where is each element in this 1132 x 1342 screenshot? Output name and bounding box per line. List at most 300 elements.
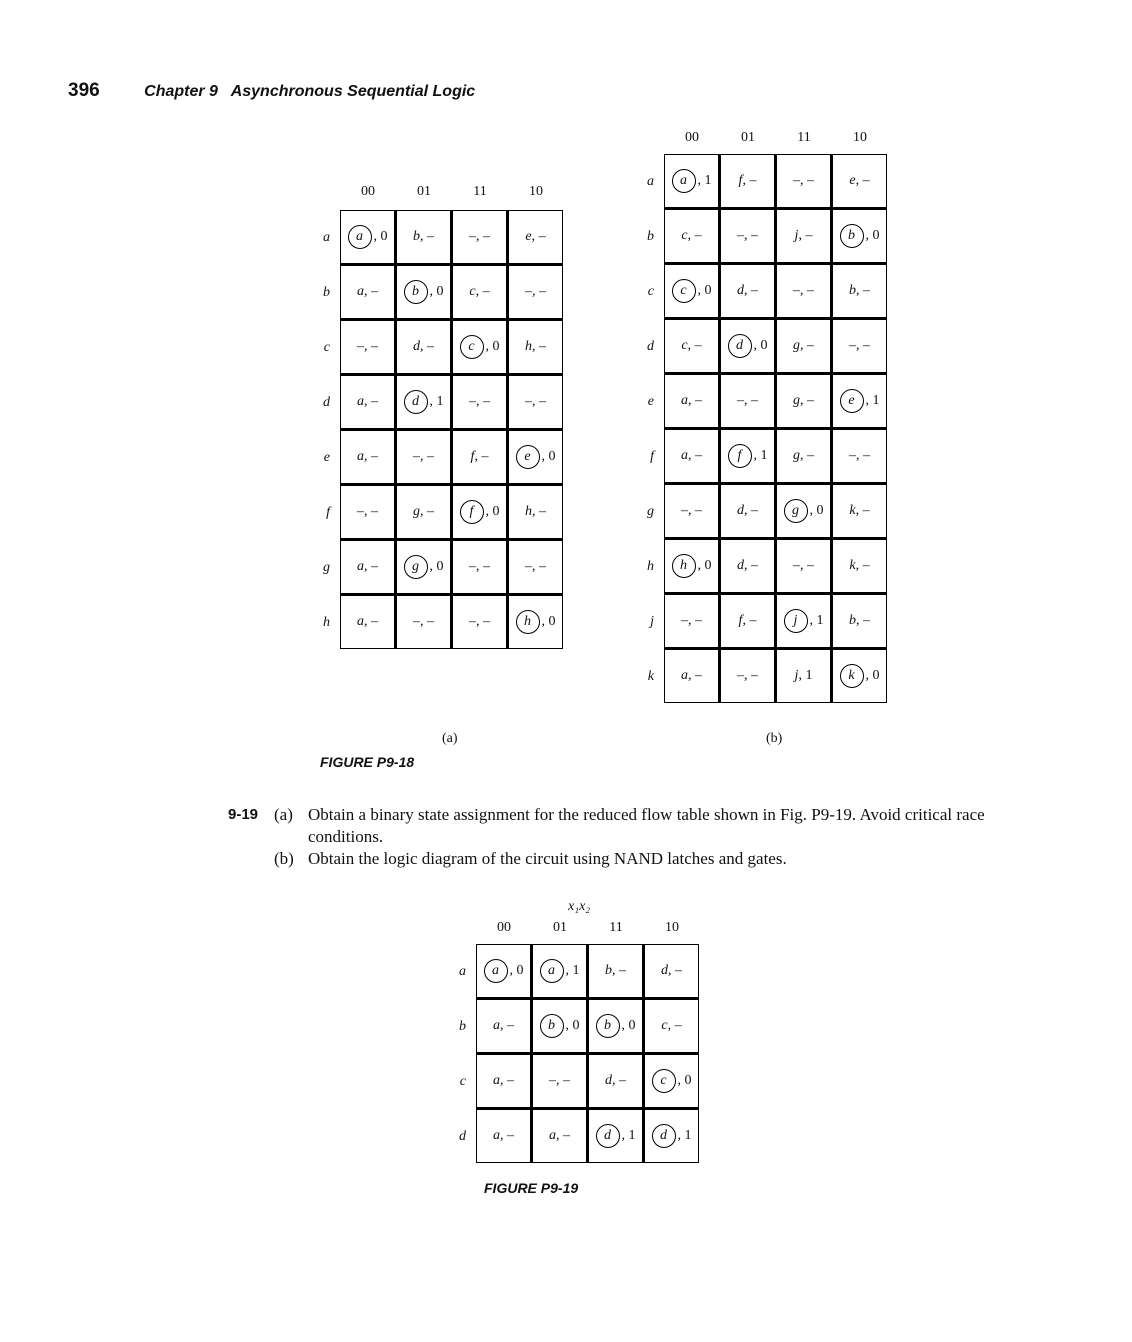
next-state: a (493, 1018, 500, 1033)
row-headers (438, 944, 466, 1164)
column-header: 01 (417, 184, 431, 199)
next-state: – (413, 449, 420, 464)
output-value: – (807, 173, 814, 188)
stable-state-cell (397, 266, 450, 318)
stable-state-cell (453, 321, 506, 373)
output-value: – (371, 449, 378, 464)
next-state: c (469, 284, 476, 299)
next-state: – (469, 229, 476, 244)
next-state: d (737, 503, 744, 518)
separator: , (420, 504, 427, 519)
circled-state: d (404, 390, 428, 414)
flow-grid (664, 154, 887, 703)
separator: , (744, 393, 751, 408)
transition-cell (721, 375, 774, 427)
stable-state-cell (589, 1000, 642, 1052)
output-value: – (695, 668, 702, 683)
transition-cell (721, 595, 774, 647)
output-value: – (862, 558, 870, 573)
row-header: h (323, 615, 330, 630)
output-value: – (862, 173, 870, 188)
transition-cell (777, 375, 830, 427)
next-state: b (849, 283, 856, 298)
output-value: – (539, 559, 546, 574)
transition-cell (833, 595, 886, 647)
next-state: a (681, 668, 688, 683)
transition-cell (777, 155, 830, 207)
output-value: 0 (872, 668, 880, 683)
output-value: – (481, 449, 489, 464)
stable-state-cell (509, 431, 562, 483)
circled-state: f (728, 444, 752, 468)
circled-state: c (652, 1069, 676, 1093)
circled-state: b (840, 224, 864, 248)
next-state: a (681, 448, 688, 463)
output-value: 1 (872, 393, 880, 408)
output-value: – (507, 1073, 514, 1088)
problem-item-b-text: Obtain the logic diagram of the circuit using NAND latches and gates. (308, 849, 787, 868)
separator: , (476, 229, 483, 244)
next-state: d (413, 339, 420, 354)
next-state: c (681, 228, 688, 243)
row-header: g (323, 560, 330, 575)
output-value: – (427, 504, 434, 519)
output-value: – (539, 504, 546, 519)
next-state: a (549, 1128, 556, 1143)
row-header: b (459, 1019, 466, 1034)
chapter-label: Chapter 9 (144, 83, 218, 100)
transition-cell (341, 376, 394, 428)
next-state: d (661, 963, 668, 978)
separator: , (677, 1128, 685, 1143)
separator: , (500, 1128, 507, 1143)
separator: , (364, 449, 371, 464)
stable-state-cell (833, 375, 886, 427)
separator: , (800, 558, 807, 573)
next-state: – (737, 668, 744, 683)
separator: , (677, 1073, 685, 1088)
separator: , (532, 559, 539, 574)
output-value: – (749, 173, 757, 188)
separator: , (687, 338, 695, 353)
transition-cell (477, 1000, 530, 1052)
output-value: 1 (628, 1128, 636, 1143)
transition-cell (665, 430, 718, 482)
next-state: a (357, 614, 364, 629)
output-value: – (675, 963, 682, 978)
output-value: 1 (805, 668, 813, 683)
separator: , (688, 503, 695, 518)
page-header (68, 80, 475, 102)
stable-state-cell (533, 945, 586, 997)
next-state: – (549, 1073, 556, 1088)
separator: , (855, 173, 863, 188)
output-value: – (751, 558, 758, 573)
transition-cell (341, 431, 394, 483)
next-state: a (357, 284, 364, 299)
next-state: d (737, 558, 744, 573)
next-state: – (469, 394, 476, 409)
circled-state: h (672, 554, 696, 578)
separator: , (429, 394, 437, 409)
output-value: 0 (492, 339, 500, 354)
row-header: f (650, 449, 654, 464)
transition-cell (665, 375, 718, 427)
output-value: 1 (816, 613, 824, 628)
separator: , (541, 614, 549, 629)
separator: , (500, 1018, 507, 1033)
transition-cell (341, 596, 394, 648)
output-value: – (751, 393, 758, 408)
next-state: c (661, 1018, 668, 1033)
circled-state: d (596, 1124, 620, 1148)
row-header: b (323, 285, 330, 300)
next-state: f (738, 173, 743, 188)
output-value: – (695, 613, 702, 628)
circled-state: c (460, 335, 484, 359)
separator: , (364, 559, 371, 574)
transition-cell (833, 540, 886, 592)
next-state: – (681, 613, 688, 628)
separator: , (697, 173, 705, 188)
output-value: – (483, 614, 490, 629)
transition-cell (453, 376, 506, 428)
column-header: 10 (665, 920, 679, 935)
output-value: – (619, 963, 626, 978)
problem-number: 9-19 (228, 806, 259, 823)
separator: , (532, 504, 539, 519)
problem-item-a-label: (a) (274, 805, 293, 824)
column-header: 10 (529, 184, 543, 199)
separator: , (612, 1073, 619, 1088)
output-value: – (863, 283, 870, 298)
output-value: – (863, 338, 870, 353)
next-state: – (793, 173, 800, 188)
next-state: g (793, 448, 800, 463)
stable-state-cell (833, 210, 886, 262)
output-value: – (371, 559, 378, 574)
next-state: – (357, 339, 364, 354)
row-header: d (323, 395, 330, 410)
transition-cell (453, 431, 506, 483)
output-value: – (749, 613, 757, 628)
next-state: e (525, 229, 532, 244)
row-header: c (459, 1074, 466, 1089)
stable-state-cell (477, 945, 530, 997)
stable-state-cell (533, 1000, 586, 1052)
variables-label: x₁x₂ (568, 899, 591, 914)
separator: , (798, 668, 806, 683)
output-value: 1 (684, 1128, 692, 1143)
separator: , (476, 394, 483, 409)
separator: , (687, 228, 695, 243)
separator: , (532, 394, 539, 409)
output-value: 0 (628, 1018, 636, 1033)
transition-cell (833, 430, 886, 482)
column-header: 00 (497, 920, 511, 935)
transition-cell (833, 320, 886, 372)
output-value: – (427, 614, 434, 629)
transition-cell (665, 320, 718, 372)
transition-cell (645, 1000, 698, 1052)
next-state: h (525, 339, 532, 354)
transition-cell (453, 266, 506, 318)
row-header: h (647, 559, 654, 574)
figure-a-label: (a) (442, 731, 458, 746)
separator: , (532, 339, 539, 354)
row-header: k (647, 669, 654, 684)
next-state: b (605, 963, 612, 978)
stable-state-cell (665, 540, 718, 592)
output-value: – (483, 229, 490, 244)
column-header: 00 (361, 184, 375, 199)
separator: , (612, 963, 619, 978)
transition-cell (453, 541, 506, 593)
transition-cell (533, 1055, 586, 1107)
stable-state-cell (341, 211, 394, 263)
next-state: a (681, 393, 688, 408)
flow-grid (340, 210, 563, 649)
next-state: a (357, 394, 364, 409)
separator: , (373, 229, 381, 244)
transition-cell (777, 430, 830, 482)
transition-cell (509, 486, 562, 538)
separator: , (667, 1018, 675, 1033)
transition-cell (721, 540, 774, 592)
output-value: – (751, 668, 758, 683)
separator: , (800, 173, 807, 188)
column-headers (340, 184, 564, 200)
separator: , (420, 614, 427, 629)
output-value: – (371, 339, 378, 354)
circled-state: e (840, 389, 864, 413)
separator: , (565, 1018, 573, 1033)
stable-state-cell (453, 486, 506, 538)
row-header: e (323, 450, 330, 465)
output-value: – (538, 229, 546, 244)
output-value: 0 (704, 283, 712, 298)
figure-p9-18-caption: FIGURE P9-18 (320, 754, 415, 770)
output-value: – (482, 284, 490, 299)
flow-grid (476, 944, 699, 1163)
transition-cell (341, 541, 394, 593)
transition-cell (453, 596, 506, 648)
circled-state: g (404, 555, 428, 579)
next-state: – (681, 503, 688, 518)
stable-state-cell (397, 541, 450, 593)
separator: , (865, 668, 873, 683)
next-state: b (413, 229, 420, 244)
circled-state: c (672, 279, 696, 303)
transition-cell (509, 321, 562, 373)
figure-b-label: (b) (766, 731, 783, 746)
separator: , (865, 393, 873, 408)
circled-state: a (348, 225, 372, 249)
output-value: 0 (436, 559, 444, 574)
circled-state: a (672, 169, 696, 193)
separator: , (744, 228, 751, 243)
stable-state-cell (721, 320, 774, 372)
column-header: 11 (609, 920, 623, 935)
column-header: 10 (853, 130, 867, 145)
next-state: g (793, 338, 800, 353)
separator: , (800, 393, 807, 408)
circled-state: a (484, 959, 508, 983)
output-value: – (807, 558, 814, 573)
next-state: – (469, 559, 476, 574)
separator: , (429, 559, 437, 574)
separator: , (856, 283, 863, 298)
separator: , (621, 1018, 629, 1033)
next-state: a (357, 559, 364, 574)
column-header: 00 (685, 130, 699, 145)
row-header: g (647, 504, 654, 519)
transition-cell (645, 945, 698, 997)
column-header: 01 (553, 920, 567, 935)
output-value: 0 (548, 614, 556, 629)
transition-cell (341, 321, 394, 373)
transition-cell (477, 1055, 530, 1107)
column-header: 01 (741, 130, 755, 145)
separator: , (855, 503, 863, 518)
stable-state-cell (721, 430, 774, 482)
separator: , (420, 229, 427, 244)
output-value: – (805, 228, 813, 243)
stable-state-cell (397, 376, 450, 428)
output-value: – (427, 339, 434, 354)
stable-state-cell (589, 1110, 642, 1162)
separator: , (800, 283, 807, 298)
output-value: – (371, 394, 378, 409)
output-value: 0 (492, 504, 500, 519)
transition-cell (477, 1110, 530, 1162)
transition-cell (509, 211, 562, 263)
output-value: – (507, 1128, 514, 1143)
row-header: c (323, 340, 330, 355)
output-value: 0 (548, 449, 556, 464)
transition-cell (721, 265, 774, 317)
separator: , (474, 449, 482, 464)
row-header: a (323, 230, 330, 245)
separator: , (532, 284, 539, 299)
next-state: – (525, 559, 532, 574)
row-header: j (650, 614, 654, 629)
output-value: 1 (572, 963, 580, 978)
separator: , (485, 504, 493, 519)
output-value: – (619, 1073, 626, 1088)
next-state: g (413, 504, 420, 519)
separator: , (364, 284, 371, 299)
separator: , (420, 339, 427, 354)
output-value: – (751, 228, 758, 243)
transition-cell (777, 265, 830, 317)
output-value: – (751, 503, 758, 518)
next-state: a (493, 1073, 500, 1088)
output-value: – (427, 449, 434, 464)
next-state: – (793, 283, 800, 298)
separator: , (753, 448, 761, 463)
output-value: – (863, 448, 870, 463)
separator: , (500, 1073, 507, 1088)
output-value: – (695, 503, 702, 518)
next-state: g (793, 393, 800, 408)
output-value: – (427, 229, 434, 244)
next-state: – (737, 228, 744, 243)
separator: , (753, 338, 761, 353)
transition-cell (721, 485, 774, 537)
transition-cell (509, 541, 562, 593)
transition-cell (833, 485, 886, 537)
separator: , (856, 448, 863, 463)
output-value: 1 (704, 173, 712, 188)
next-state: d (737, 283, 744, 298)
next-state: d (605, 1073, 612, 1088)
output-value: – (863, 613, 870, 628)
transition-cell (665, 485, 718, 537)
circled-state: e (516, 445, 540, 469)
next-state: – (793, 558, 800, 573)
problem-item-a-text: Obtain a binary state assignment for the reduced flow table shown in Fig. P9-19. Avoid critical race conditions. (308, 805, 985, 846)
transition-cell (833, 155, 886, 207)
problem-item-b-label: (b) (274, 849, 294, 868)
transition-cell (397, 321, 450, 373)
transition-cell (509, 376, 562, 428)
output-value: 1 (436, 394, 444, 409)
separator: , (541, 449, 549, 464)
next-state: – (413, 614, 420, 629)
next-state: j (794, 668, 799, 683)
circled-state: b (540, 1014, 564, 1038)
separator: , (798, 228, 806, 243)
transition-cell (665, 595, 718, 647)
output-value: 0 (436, 284, 444, 299)
transition-cell (533, 1110, 586, 1162)
transition-cell (665, 210, 718, 262)
output-value: 1 (760, 448, 768, 463)
next-state: – (849, 448, 856, 463)
output-value: – (695, 448, 702, 463)
stable-state-cell (777, 595, 830, 647)
output-value: 0 (684, 1073, 692, 1088)
transition-cell (397, 486, 450, 538)
stable-state-cell (665, 155, 718, 207)
transition-cell (397, 431, 450, 483)
output-value: – (563, 1128, 570, 1143)
circled-state: b (596, 1014, 620, 1038)
row-header: c (647, 284, 654, 299)
row-header: f (326, 505, 330, 520)
transition-cell (777, 210, 830, 262)
circled-state: f (460, 500, 484, 524)
separator: , (742, 173, 750, 188)
separator: , (485, 339, 493, 354)
output-value: – (483, 559, 490, 574)
separator: , (800, 448, 807, 463)
separator: , (697, 283, 705, 298)
transition-cell (721, 155, 774, 207)
stable-state-cell (833, 650, 886, 702)
separator: , (688, 613, 695, 628)
separator: , (364, 614, 371, 629)
stable-state-cell (645, 1110, 698, 1162)
output-value: – (695, 393, 702, 408)
next-state: b (849, 613, 856, 628)
separator: , (531, 229, 539, 244)
stable-state-cell (665, 265, 718, 317)
next-state: – (525, 284, 532, 299)
transition-cell (397, 211, 450, 263)
row-header: b (647, 229, 654, 244)
